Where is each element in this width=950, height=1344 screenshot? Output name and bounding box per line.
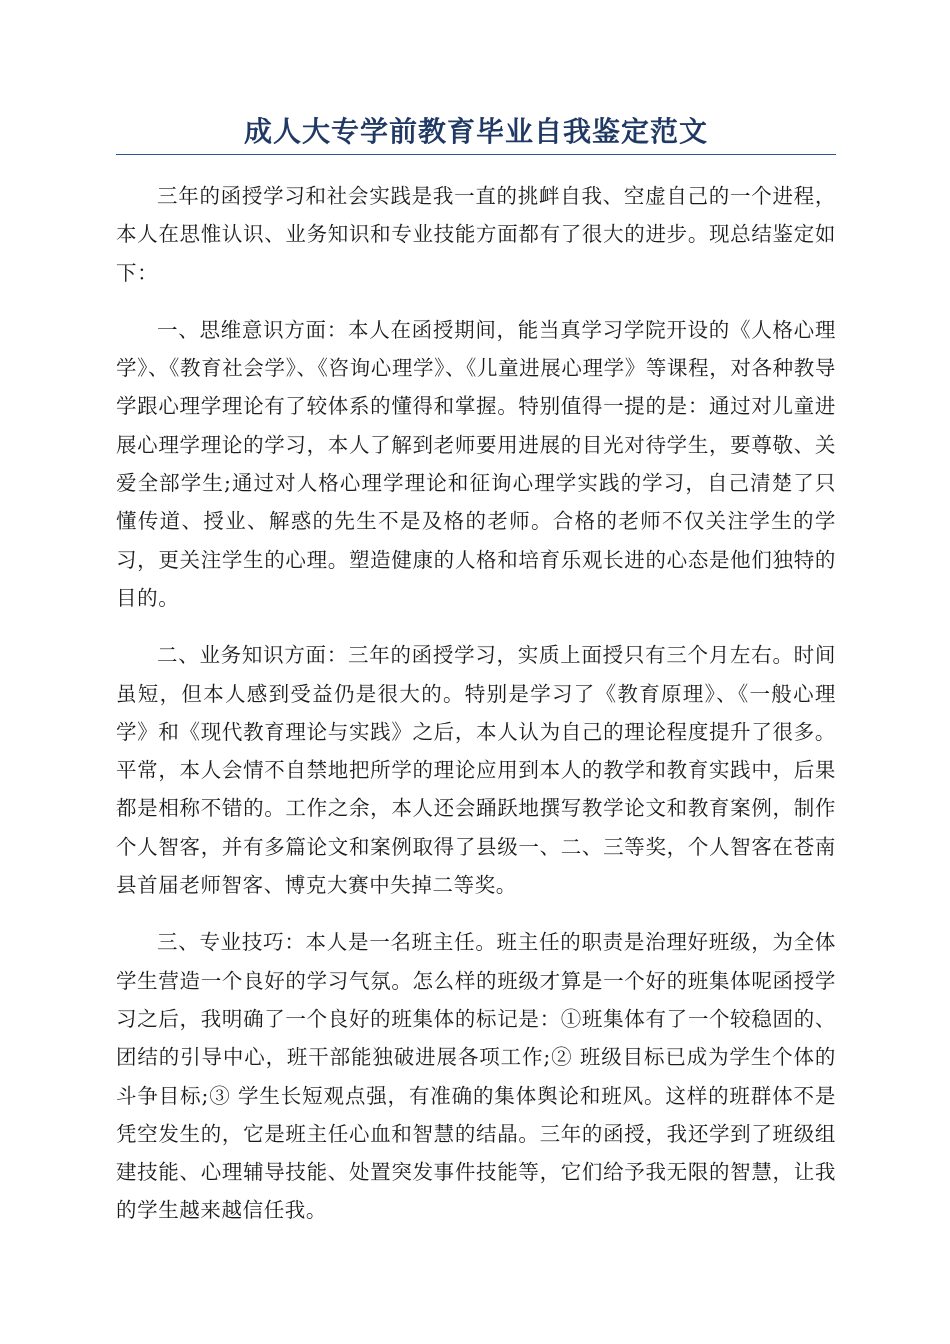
paragraph-skills: 三、专业技巧：本人是一名班主任。班主任的职责是治理好班级，为全体学生营造一个良好的学习气氛。怎么样的班级才算是一个好的班集体呢函授学习之后，我明确了一个良好的班集体的标记是：①班集体有了一个较稳固的、团结的引导中心，班干部能独破进展各项工作;② 班级目标已成为学生个体的斗争目标;③ 学生长短观点强，有准确的集体舆论和班风。这样的班群体不是凭空发生的，它是班主任心血和智慧的结晶。三年的函授，我还学到了班级组建技能、心理辅导技能、处置突发事件技能等，它们给予我无限的智慧，让我的学生越来越信任我。	[116, 930, 836, 1223]
title-underline	[116, 154, 836, 155]
paragraph-intro: 三年的函授学习和社会实践是我一直的挑衅自我、空虚自己的一个进程，本人在思惟认识、业务知识和专业技能方面都有了很大的进步。现总结鉴定如下：	[116, 184, 836, 285]
document-page	[116, 112, 836, 1249]
paragraph-thinking: 一、思维意识方面：本人在函授期间，能当真学习学院开设的《人格心理学》、《教育社会学》、《咨询心理学》、《儿童进展心理学》等课程，对各种教导学跟心理学理论有了较体系的懂得和掌握。特别值得一提的是：通过对儿童进展心理学理论的学习，本人了解到老师要用进展的目光对待学生，要尊敬、关爱全部学生;通过对人格心理学理论和征询心理学实践的学习，自己清楚了只懂传道、授业、解惑的先生不是及格的老师。合格的老师不仅关注学生的学习，更关注学生的心理。塑造健康的人格和培育乐观长进的心态是他们独特的目的。	[116, 317, 836, 610]
paragraph-knowledge: 二、业务知识方面：三年的函授学习，实质上面授只有三个月左右。时间虽短，但本人感到受益仍是很大的。特别是学习了《教育原理》、《一般心理学》和《现代教育理论与实践》之后，本人认为自己的理论程度提升了很多。平常，本人会情不自禁地把所学的理论应用到本人的教学和教育实践中，后果都是相称不错的。工作之余，本人还会踊跃地撰写教学论文和教育案例，制作个人智客，并有多篇论文和案例取得了县级一、二、三等奖，个人智客在苍南县首届老师智客、博克大赛中失掉二等奖。	[116, 643, 836, 898]
document-title: 成人大专学前教育毕业自我鉴定范文	[243, 115, 708, 148]
